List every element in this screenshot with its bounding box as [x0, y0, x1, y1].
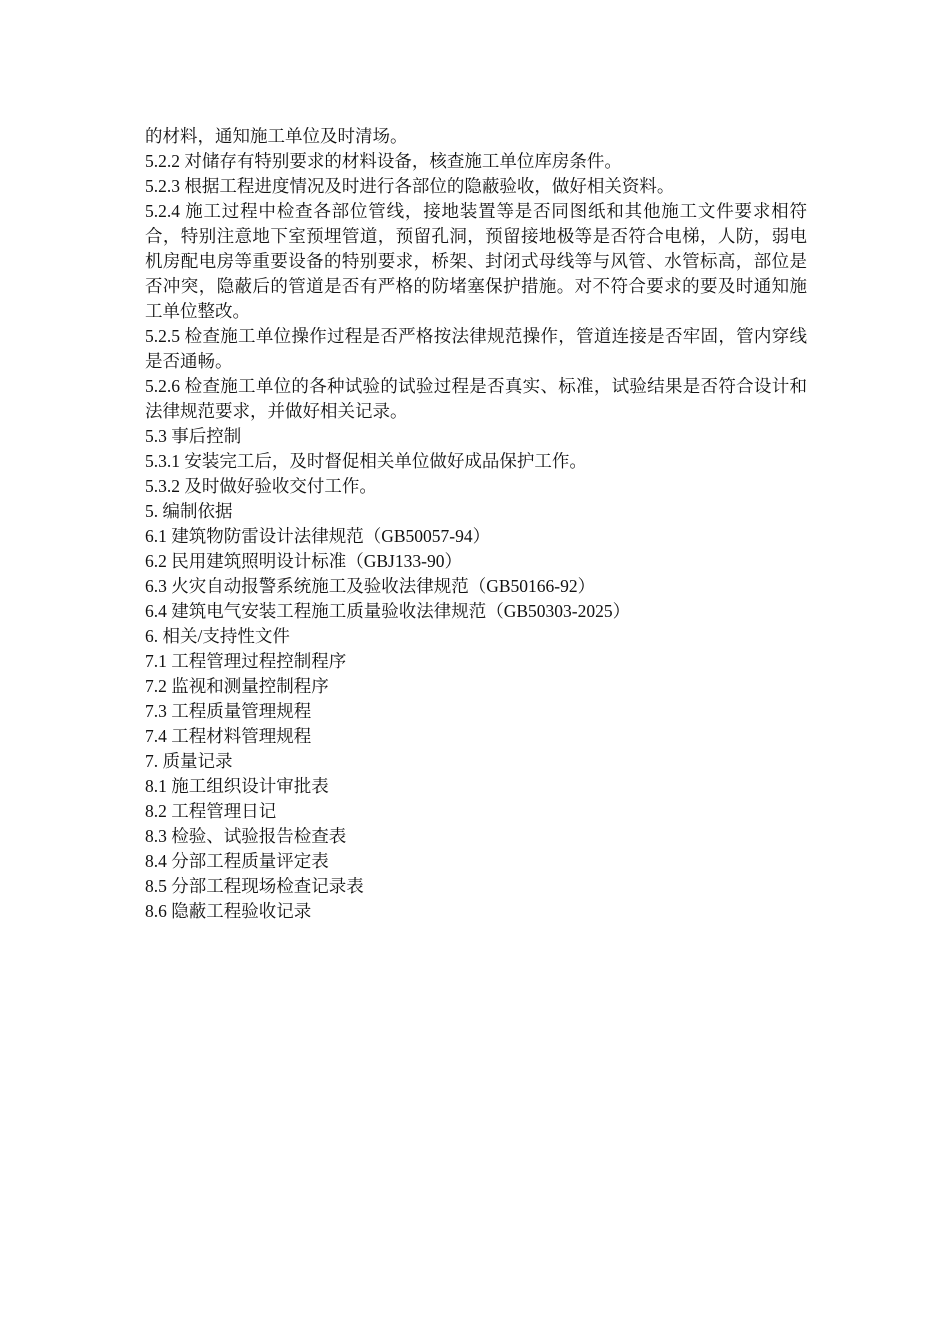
paragraph-5-2-4: 5.2.4 施工过程中检查各部位管线，接地装置等是否同图纸和其他施工文件要求相符合，特别注意地下室预埋管道，预留孔洞，预留接地极等是否符合电梯，人防，弱电机房配电房等重要设备的特别要求，桥架、封闭式母线等与风管、水管标高，部位是否冲突，隐蔽后的管道是否有严格的防堵塞保护措施。对不符合要求的要及时通知施工单位整改。	[145, 201, 807, 321]
document-page	[145, 124, 807, 924]
paragraph-5-2-6: 5.2.6 检查施工单位的各种试验的试验过程是否真实、标准，试验结果是否符合设计和法律规范要求，并做好相关记录。	[145, 376, 807, 421]
list-item-6-2: 6.2 民用建筑照明设计标准（GBJ133-90）	[145, 551, 462, 571]
list-item-8-6: 8.6 隐蔽工程验收记录	[145, 901, 312, 921]
list-item-7-2: 7.2 监视和测量控制程序	[145, 676, 329, 696]
paragraph-5-2-5: 5.2.5 检查施工单位操作过程是否严格按法律规范操作，管道连接是否牢固，管内穿线是否通畅。	[145, 326, 807, 371]
paragraph-5-2-3: 5.2.3 根据工程进度情况及时进行各部位的隐蔽验收，做好相关资料。	[145, 176, 675, 196]
list-item-6-3: 6.3 火灾自动报警系统施工及验收法律规范（GB50166-92）	[145, 576, 596, 596]
paragraph-5-3-1: 5.3.1 安装完工后，及时督促相关单位做好成品保护工作。	[145, 451, 587, 471]
list-item-8-2: 8.2 工程管理日记	[145, 801, 277, 821]
section-heading-related-docs: 6. 相关/支持性文件	[145, 626, 290, 646]
list-item-7-4: 7.4 工程材料管理规程	[145, 726, 312, 746]
section-heading-quality-records: 7. 质量记录	[145, 751, 233, 771]
paragraph-5-3-2: 5.3.2 及时做好验收交付工作。	[145, 476, 377, 496]
list-item-8-1: 8.1 施工组织设计审批表	[145, 776, 329, 796]
list-item-6-1: 6.1 建筑物防雷设计法律规范（GB50057-94）	[145, 526, 491, 546]
list-item-6-4: 6.4 建筑电气安装工程施工质量验收法律规范（GB50303-2025）	[145, 601, 631, 621]
section-heading-5-3: 5.3 事后控制	[145, 426, 242, 446]
section-heading-basis: 5. 编制依据	[145, 501, 233, 521]
list-item-8-3: 8.3 检验、试验报告检查表	[145, 826, 347, 846]
paragraph-5-2-2: 5.2.2 对储存有特别要求的材料设备，核查施工单位库房条件。	[145, 151, 622, 171]
paragraph-continued-materials: 的材料，通知施工单位及时清场。	[145, 126, 408, 146]
list-item-8-5: 8.5 分部工程现场检查记录表	[145, 876, 364, 896]
list-item-7-1: 7.1 工程管理过程控制程序	[145, 651, 347, 671]
list-item-8-4: 8.4 分部工程质量评定表	[145, 851, 329, 871]
list-item-7-3: 7.3 工程质量管理规程	[145, 701, 312, 721]
